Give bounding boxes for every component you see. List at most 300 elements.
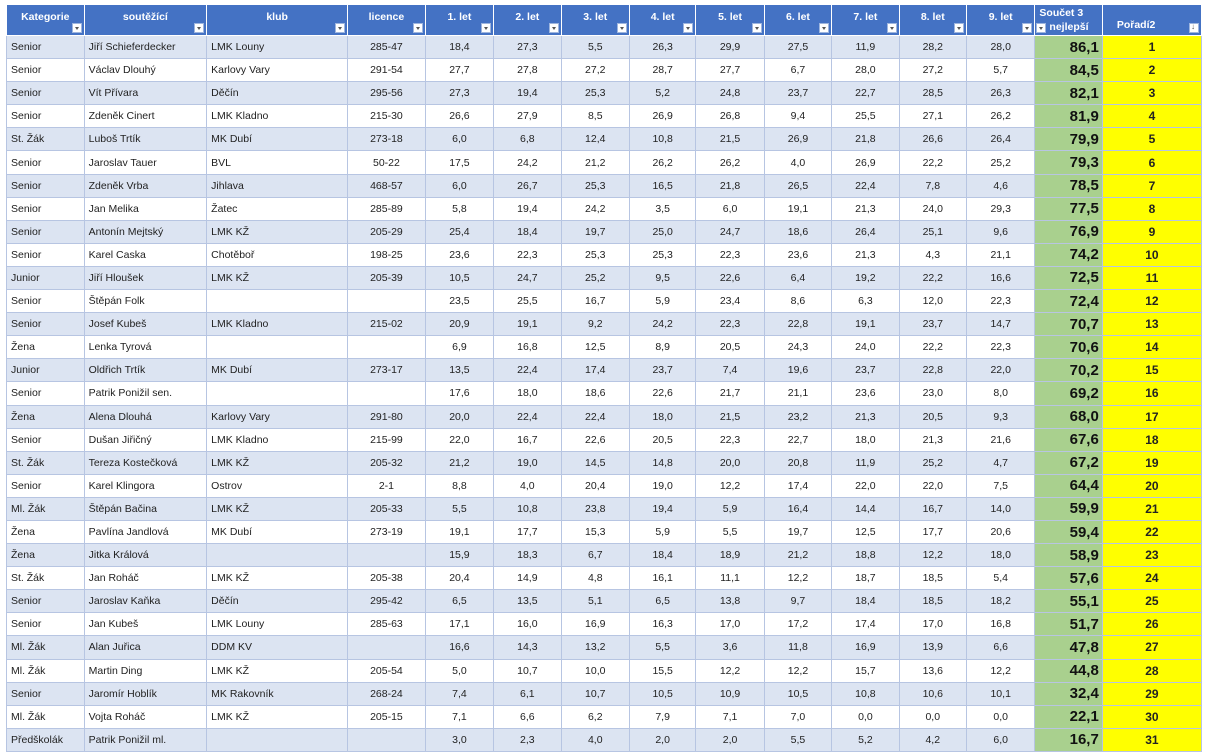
cell-let-9[interactable]: 14,7	[966, 313, 1034, 336]
cell-soutezici[interactable]: Vít Přívara	[84, 82, 207, 105]
cell-let-9[interactable]: 7,5	[966, 474, 1034, 497]
cell-poradi[interactable]: 29	[1102, 682, 1201, 705]
cell-licence[interactable]	[348, 728, 426, 751]
cell-let-7[interactable]: 0,0	[832, 705, 899, 728]
cell-poradi[interactable]: 18	[1102, 428, 1201, 451]
cell-let-1[interactable]: 10,5	[425, 266, 493, 289]
cell-poradi[interactable]: 2	[1102, 59, 1201, 82]
cell-let-6[interactable]: 9,4	[764, 105, 831, 128]
cell-let-8[interactable]: 12,0	[899, 290, 966, 313]
cell-let-7[interactable]: 18,7	[832, 567, 899, 590]
cell-let-2[interactable]: 19,1	[494, 313, 561, 336]
cell-soutezici[interactable]: Jaromír Hoblík	[84, 682, 207, 705]
cell-klub[interactable]	[207, 544, 348, 567]
cell-soucet[interactable]: 55,1	[1035, 590, 1102, 613]
cell-poradi[interactable]: 10	[1102, 243, 1201, 266]
cell-let-3[interactable]: 25,3	[561, 243, 629, 266]
cell-let-4[interactable]: 26,9	[629, 105, 695, 128]
cell-klub[interactable]: Karlovy Vary	[207, 405, 348, 428]
cell-kategorie[interactable]: Senior	[7, 474, 85, 497]
cell-klub[interactable]: MK Dubí	[207, 359, 348, 382]
cell-soucet[interactable]: 81,9	[1035, 105, 1102, 128]
cell-soucet[interactable]: 79,9	[1035, 128, 1102, 151]
cell-let-5[interactable]: 20,0	[696, 451, 764, 474]
cell-licence[interactable]: 295-56	[348, 82, 426, 105]
cell-let-5[interactable]: 21,8	[696, 174, 764, 197]
cell-let-9[interactable]: 21,6	[966, 428, 1034, 451]
cell-let-9[interactable]: 22,3	[966, 290, 1034, 313]
cell-klub[interactable]	[207, 728, 348, 751]
cell-let-2[interactable]: 13,5	[494, 590, 561, 613]
cell-let-8[interactable]: 4,2	[899, 728, 966, 751]
cell-let-9[interactable]: 26,3	[966, 82, 1034, 105]
cell-let-1[interactable]: 25,4	[425, 220, 493, 243]
cell-let-8[interactable]: 28,5	[899, 82, 966, 105]
cell-poradi[interactable]: 3	[1102, 82, 1201, 105]
cell-kategorie[interactable]: Žena	[7, 544, 85, 567]
cell-kategorie[interactable]: Ml. Žák	[7, 705, 85, 728]
cell-soutezici[interactable]: Karel Caska	[84, 243, 207, 266]
cell-soucet[interactable]: 70,2	[1035, 359, 1102, 382]
cell-soutezici[interactable]: Štěpán Bačina	[84, 497, 207, 520]
cell-soutezici[interactable]: Václav Dlouhý	[84, 59, 207, 82]
cell-let-8[interactable]: 22,0	[899, 474, 966, 497]
cell-let-7[interactable]: 11,9	[832, 36, 899, 59]
cell-licence[interactable]: 50-22	[348, 151, 426, 174]
cell-poradi[interactable]: 27	[1102, 636, 1201, 659]
cell-poradi[interactable]: 11	[1102, 266, 1201, 289]
cell-let-1[interactable]: 20,4	[425, 567, 493, 590]
cell-let-2[interactable]: 27,9	[494, 105, 561, 128]
cell-let-3[interactable]: 25,3	[561, 82, 629, 105]
cell-soutezici[interactable]: Jan Kubeš	[84, 613, 207, 636]
cell-licence[interactable]: 215-30	[348, 105, 426, 128]
cell-let-1[interactable]: 5,8	[425, 197, 493, 220]
cell-let-1[interactable]: 23,6	[425, 243, 493, 266]
cell-kategorie[interactable]: Senior	[7, 220, 85, 243]
cell-licence[interactable]: 215-02	[348, 313, 426, 336]
cell-let-8[interactable]: 22,2	[899, 336, 966, 359]
cell-let-2[interactable]: 10,7	[494, 659, 561, 682]
cell-kategorie[interactable]: Senior	[7, 428, 85, 451]
cell-poradi[interactable]: 8	[1102, 197, 1201, 220]
cell-let-3[interactable]: 16,9	[561, 613, 629, 636]
cell-let-3[interactable]: 5,5	[561, 36, 629, 59]
cell-let-7[interactable]: 18,4	[832, 590, 899, 613]
cell-let-4[interactable]: 16,5	[629, 174, 695, 197]
cell-let-7[interactable]: 26,4	[832, 220, 899, 243]
cell-let-6[interactable]: 19,1	[764, 197, 831, 220]
cell-let-8[interactable]: 7,8	[899, 174, 966, 197]
cell-let-7[interactable]: 21,3	[832, 197, 899, 220]
cell-let-4[interactable]: 9,5	[629, 266, 695, 289]
cell-let-1[interactable]: 19,1	[425, 520, 493, 543]
cell-let-8[interactable]: 17,7	[899, 520, 966, 543]
cell-let-8[interactable]: 10,6	[899, 682, 966, 705]
cell-let-9[interactable]: 6,0	[966, 728, 1034, 751]
cell-soutezici[interactable]: Štěpán Folk	[84, 290, 207, 313]
cell-let-8[interactable]: 18,5	[899, 590, 966, 613]
cell-let-3[interactable]: 23,8	[561, 497, 629, 520]
cell-licence[interactable]: 468-57	[348, 174, 426, 197]
cell-let-9[interactable]: 0,0	[966, 705, 1034, 728]
cell-kategorie[interactable]: Senior	[7, 682, 85, 705]
cell-let-9[interactable]: 25,2	[966, 151, 1034, 174]
cell-soucet[interactable]: 84,5	[1035, 59, 1102, 82]
cell-let-1[interactable]: 21,2	[425, 451, 493, 474]
cell-soucet[interactable]: 70,6	[1035, 336, 1102, 359]
cell-let-3[interactable]: 6,2	[561, 705, 629, 728]
cell-soucet[interactable]: 77,5	[1035, 197, 1102, 220]
cell-let-6[interactable]: 6,4	[764, 266, 831, 289]
cell-let-1[interactable]: 17,6	[425, 382, 493, 405]
cell-let-5[interactable]: 3,6	[696, 636, 764, 659]
cell-let-9[interactable]: 22,0	[966, 359, 1034, 382]
cell-soutezici[interactable]: Pavlína Jandlová	[84, 520, 207, 543]
cell-let-4[interactable]: 26,3	[629, 36, 695, 59]
cell-let-8[interactable]: 25,2	[899, 451, 966, 474]
cell-soutezici[interactable]: Zdeněk Cinert	[84, 105, 207, 128]
cell-let-4[interactable]: 24,2	[629, 313, 695, 336]
cell-let-9[interactable]: 20,6	[966, 520, 1034, 543]
cell-let-3[interactable]: 8,5	[561, 105, 629, 128]
cell-let-5[interactable]: 22,6	[696, 266, 764, 289]
cell-let-8[interactable]: 0,0	[899, 705, 966, 728]
filter-dropdown-icon[interactable]	[819, 23, 829, 33]
cell-let-3[interactable]: 25,3	[561, 174, 629, 197]
cell-let-7[interactable]: 24,0	[832, 336, 899, 359]
cell-let-5[interactable]: 22,3	[696, 313, 764, 336]
cell-let-9[interactable]: 18,2	[966, 590, 1034, 613]
cell-let-3[interactable]: 12,4	[561, 128, 629, 151]
cell-poradi[interactable]: 30	[1102, 705, 1201, 728]
cell-licence[interactable]: 205-39	[348, 266, 426, 289]
cell-let-6[interactable]: 22,7	[764, 428, 831, 451]
cell-let-7[interactable]: 18,0	[832, 428, 899, 451]
cell-let-1[interactable]: 6,0	[425, 128, 493, 151]
cell-let-3[interactable]: 22,6	[561, 428, 629, 451]
cell-let-7[interactable]: 28,0	[832, 59, 899, 82]
cell-let-7[interactable]: 11,9	[832, 451, 899, 474]
cell-licence[interactable]: 285-47	[348, 36, 426, 59]
cell-let-1[interactable]: 16,6	[425, 636, 493, 659]
cell-let-7[interactable]: 14,4	[832, 497, 899, 520]
cell-let-6[interactable]: 8,6	[764, 290, 831, 313]
cell-let-5[interactable]: 23,4	[696, 290, 764, 313]
cell-let-9[interactable]: 4,6	[966, 174, 1034, 197]
cell-let-9[interactable]: 22,3	[966, 336, 1034, 359]
cell-let-5[interactable]: 20,5	[696, 336, 764, 359]
cell-poradi[interactable]: 4	[1102, 105, 1201, 128]
cell-kategorie[interactable]: Předškolák	[7, 728, 85, 751]
cell-klub[interactable]: Děčín	[207, 590, 348, 613]
cell-let-4[interactable]: 3,5	[629, 197, 695, 220]
cell-soucet[interactable]: 67,6	[1035, 428, 1102, 451]
cell-let-2[interactable]: 16,0	[494, 613, 561, 636]
cell-let-1[interactable]: 6,0	[425, 174, 493, 197]
cell-let-8[interactable]: 28,2	[899, 36, 966, 59]
cell-let-4[interactable]: 22,6	[629, 382, 695, 405]
cell-let-6[interactable]: 23,7	[764, 82, 831, 105]
cell-let-4[interactable]: 28,7	[629, 59, 695, 82]
cell-let-8[interactable]: 25,1	[899, 220, 966, 243]
cell-let-2[interactable]: 27,3	[494, 36, 561, 59]
cell-let-4[interactable]: 19,0	[629, 474, 695, 497]
cell-let-4[interactable]: 5,9	[629, 290, 695, 313]
cell-let-2[interactable]: 14,3	[494, 636, 561, 659]
cell-let-8[interactable]: 13,6	[899, 659, 966, 682]
cell-let-5[interactable]: 27,7	[696, 59, 764, 82]
cell-poradi[interactable]: 26	[1102, 613, 1201, 636]
cell-soutezici[interactable]: Vojta Roháč	[84, 705, 207, 728]
cell-kategorie[interactable]: Senior	[7, 197, 85, 220]
cell-let-4[interactable]: 25,3	[629, 243, 695, 266]
cell-let-9[interactable]: 6,6	[966, 636, 1034, 659]
cell-klub[interactable]: LMK KŽ	[207, 705, 348, 728]
cell-let-8[interactable]: 24,0	[899, 197, 966, 220]
cell-let-8[interactable]: 12,2	[899, 544, 966, 567]
cell-soutezici[interactable]: Jan Roháč	[84, 567, 207, 590]
cell-let-2[interactable]: 16,7	[494, 428, 561, 451]
filter-dropdown-icon[interactable]	[683, 23, 693, 33]
cell-licence[interactable]: 268-24	[348, 682, 426, 705]
cell-let-2[interactable]: 22,4	[494, 359, 561, 382]
cell-let-4[interactable]: 18,4	[629, 544, 695, 567]
cell-kategorie[interactable]: Ml. Žák	[7, 659, 85, 682]
cell-licence[interactable]	[348, 382, 426, 405]
cell-let-7[interactable]: 26,9	[832, 151, 899, 174]
cell-let-1[interactable]: 20,9	[425, 313, 493, 336]
cell-let-9[interactable]: 26,4	[966, 128, 1034, 151]
cell-klub[interactable]	[207, 382, 348, 405]
cell-let-3[interactable]: 4,0	[561, 728, 629, 751]
cell-let-1[interactable]: 17,5	[425, 151, 493, 174]
cell-soutezici[interactable]: Antonín Mejtský	[84, 220, 207, 243]
cell-let-6[interactable]: 23,2	[764, 405, 831, 428]
cell-soucet[interactable]: 51,7	[1035, 613, 1102, 636]
cell-soucet[interactable]: 59,9	[1035, 497, 1102, 520]
cell-let-8[interactable]: 23,7	[899, 313, 966, 336]
cell-soutezici[interactable]: Jitka Králová	[84, 544, 207, 567]
cell-soucet[interactable]: 57,6	[1035, 567, 1102, 590]
cell-let-3[interactable]: 25,2	[561, 266, 629, 289]
cell-kategorie[interactable]: Ml. Žák	[7, 497, 85, 520]
cell-let-5[interactable]: 24,8	[696, 82, 764, 105]
cell-let-5[interactable]: 13,8	[696, 590, 764, 613]
cell-let-9[interactable]: 29,3	[966, 197, 1034, 220]
cell-let-9[interactable]: 18,0	[966, 544, 1034, 567]
cell-let-8[interactable]: 21,3	[899, 428, 966, 451]
cell-licence[interactable]	[348, 636, 426, 659]
cell-klub[interactable]: LMK Kladno	[207, 428, 348, 451]
cell-let-6[interactable]: 26,9	[764, 128, 831, 151]
cell-let-6[interactable]: 19,7	[764, 520, 831, 543]
cell-let-4[interactable]: 23,7	[629, 359, 695, 382]
filter-dropdown-icon[interactable]	[481, 23, 491, 33]
cell-let-4[interactable]: 10,8	[629, 128, 695, 151]
cell-let-2[interactable]: 2,3	[494, 728, 561, 751]
cell-poradi[interactable]: 16	[1102, 382, 1201, 405]
cell-kategorie[interactable]: Senior	[7, 313, 85, 336]
cell-soutezici[interactable]: Jaroslav Kaňka	[84, 590, 207, 613]
cell-let-7[interactable]: 18,8	[832, 544, 899, 567]
cell-let-2[interactable]: 27,8	[494, 59, 561, 82]
cell-licence[interactable]: 205-15	[348, 705, 426, 728]
cell-let-3[interactable]: 21,2	[561, 151, 629, 174]
cell-let-5[interactable]: 24,7	[696, 220, 764, 243]
cell-let-6[interactable]: 7,0	[764, 705, 831, 728]
cell-soutezici[interactable]: Jiří Hloušek	[84, 266, 207, 289]
cell-let-5[interactable]: 5,9	[696, 497, 764, 520]
cell-soucet[interactable]: 44,8	[1035, 659, 1102, 682]
cell-let-6[interactable]: 20,8	[764, 451, 831, 474]
cell-let-8[interactable]: 22,2	[899, 266, 966, 289]
cell-let-5[interactable]: 22,3	[696, 428, 764, 451]
cell-let-6[interactable]: 17,2	[764, 613, 831, 636]
cell-let-5[interactable]: 6,0	[696, 197, 764, 220]
cell-let-8[interactable]: 22,2	[899, 151, 966, 174]
cell-licence[interactable]: 295-42	[348, 590, 426, 613]
cell-let-2[interactable]: 10,8	[494, 497, 561, 520]
cell-let-6[interactable]: 6,7	[764, 59, 831, 82]
cell-soucet[interactable]: 74,2	[1035, 243, 1102, 266]
cell-let-8[interactable]: 27,2	[899, 59, 966, 82]
cell-kategorie[interactable]: Senior	[7, 59, 85, 82]
cell-let-2[interactable]: 4,0	[494, 474, 561, 497]
cell-let-6[interactable]: 22,8	[764, 313, 831, 336]
cell-let-2[interactable]: 19,4	[494, 82, 561, 105]
cell-soucet[interactable]: 32,4	[1035, 682, 1102, 705]
cell-let-1[interactable]: 15,9	[425, 544, 493, 567]
filter-dropdown-icon[interactable]	[72, 23, 82, 33]
cell-soutezici[interactable]: Karel Klingora	[84, 474, 207, 497]
cell-let-2[interactable]: 24,7	[494, 266, 561, 289]
cell-poradi[interactable]: 1	[1102, 36, 1201, 59]
cell-let-5[interactable]: 5,5	[696, 520, 764, 543]
cell-soutezici[interactable]: Alan Juřica	[84, 636, 207, 659]
cell-let-2[interactable]: 14,9	[494, 567, 561, 590]
cell-let-6[interactable]: 21,1	[764, 382, 831, 405]
cell-klub[interactable]: LMK KŽ	[207, 220, 348, 243]
cell-let-6[interactable]: 11,8	[764, 636, 831, 659]
cell-let-1[interactable]: 23,5	[425, 290, 493, 313]
cell-poradi[interactable]: 21	[1102, 497, 1201, 520]
cell-let-7[interactable]: 15,7	[832, 659, 899, 682]
cell-let-4[interactable]: 5,9	[629, 520, 695, 543]
cell-klub[interactable]: LMK KŽ	[207, 497, 348, 520]
cell-kategorie[interactable]: Senior	[7, 82, 85, 105]
cell-soutezici[interactable]: Lenka Tyrová	[84, 336, 207, 359]
cell-let-3[interactable]: 22,4	[561, 405, 629, 428]
cell-soutezici[interactable]: Oldřich Trtík	[84, 359, 207, 382]
cell-klub[interactable]: MK Dubí	[207, 520, 348, 543]
cell-let-9[interactable]: 9,3	[966, 405, 1034, 428]
cell-kategorie[interactable]: Žena	[7, 405, 85, 428]
cell-let-3[interactable]: 19,7	[561, 220, 629, 243]
cell-kategorie[interactable]: Senior	[7, 590, 85, 613]
cell-let-1[interactable]: 13,5	[425, 359, 493, 382]
cell-soutezici[interactable]: Luboš Trtík	[84, 128, 207, 151]
cell-klub[interactable]: MK Rakovník	[207, 682, 348, 705]
cell-soucet[interactable]: 16,7	[1035, 728, 1102, 751]
cell-licence[interactable]: 205-32	[348, 451, 426, 474]
cell-let-4[interactable]: 20,5	[629, 428, 695, 451]
cell-let-6[interactable]: 4,0	[764, 151, 831, 174]
cell-klub[interactable]: LMK KŽ	[207, 567, 348, 590]
cell-kategorie[interactable]: Žena	[7, 520, 85, 543]
cell-let-5[interactable]: 21,5	[696, 128, 764, 151]
cell-let-6[interactable]: 5,5	[764, 728, 831, 751]
cell-licence[interactable]	[348, 290, 426, 313]
cell-licence[interactable]: 273-18	[348, 128, 426, 151]
cell-let-9[interactable]: 16,8	[966, 613, 1034, 636]
cell-soucet[interactable]: 64,4	[1035, 474, 1102, 497]
cell-licence[interactable]: 285-63	[348, 613, 426, 636]
cell-poradi[interactable]: 19	[1102, 451, 1201, 474]
cell-let-1[interactable]: 18,4	[425, 36, 493, 59]
cell-let-5[interactable]: 17,0	[696, 613, 764, 636]
cell-let-8[interactable]: 22,8	[899, 359, 966, 382]
cell-let-2[interactable]: 19,4	[494, 197, 561, 220]
cell-let-8[interactable]: 4,3	[899, 243, 966, 266]
filter-dropdown-icon[interactable]	[194, 23, 204, 33]
cell-let-7[interactable]: 10,8	[832, 682, 899, 705]
cell-licence[interactable]: 291-80	[348, 405, 426, 428]
filter-dropdown-icon[interactable]	[413, 23, 423, 33]
cell-kategorie[interactable]: Junior	[7, 359, 85, 382]
cell-soucet[interactable]: 69,2	[1035, 382, 1102, 405]
cell-let-5[interactable]: 12,2	[696, 659, 764, 682]
cell-klub[interactable]: LMK KŽ	[207, 266, 348, 289]
cell-poradi[interactable]: 13	[1102, 313, 1201, 336]
cell-let-7[interactable]: 23,6	[832, 382, 899, 405]
cell-klub[interactable]: Žatec	[207, 197, 348, 220]
cell-let-6[interactable]: 27,5	[764, 36, 831, 59]
cell-let-9[interactable]: 16,6	[966, 266, 1034, 289]
cell-let-5[interactable]: 21,5	[696, 405, 764, 428]
cell-let-5[interactable]: 21,7	[696, 382, 764, 405]
cell-soucet[interactable]: 79,3	[1035, 151, 1102, 174]
cell-soutezici[interactable]: Alena Dlouhá	[84, 405, 207, 428]
cell-let-5[interactable]: 26,2	[696, 151, 764, 174]
cell-let-8[interactable]: 20,5	[899, 405, 966, 428]
cell-soutezici[interactable]: Martin Ding	[84, 659, 207, 682]
cell-poradi[interactable]: 22	[1102, 520, 1201, 543]
cell-let-7[interactable]: 23,7	[832, 359, 899, 382]
cell-let-2[interactable]: 17,7	[494, 520, 561, 543]
cell-let-4[interactable]: 6,5	[629, 590, 695, 613]
cell-poradi[interactable]: 28	[1102, 659, 1201, 682]
cell-let-3[interactable]: 10,0	[561, 659, 629, 682]
cell-soucet[interactable]: 82,1	[1035, 82, 1102, 105]
cell-poradi[interactable]: 5	[1102, 128, 1201, 151]
cell-let-4[interactable]: 26,2	[629, 151, 695, 174]
cell-let-1[interactable]: 5,0	[425, 659, 493, 682]
cell-let-3[interactable]: 14,5	[561, 451, 629, 474]
cell-klub[interactable]: LMK KŽ	[207, 659, 348, 682]
cell-let-9[interactable]: 9,6	[966, 220, 1034, 243]
cell-kategorie[interactable]: Senior	[7, 151, 85, 174]
cell-soucet[interactable]: 47,8	[1035, 636, 1102, 659]
cell-let-5[interactable]: 18,9	[696, 544, 764, 567]
cell-licence[interactable]: 205-33	[348, 497, 426, 520]
cell-soutezici[interactable]: Dušan Jiřičný	[84, 428, 207, 451]
cell-let-3[interactable]: 27,2	[561, 59, 629, 82]
cell-soucet[interactable]: 70,7	[1035, 313, 1102, 336]
cell-poradi[interactable]: 23	[1102, 544, 1201, 567]
cell-soucet[interactable]: 68,0	[1035, 405, 1102, 428]
cell-kategorie[interactable]: St. Žák	[7, 128, 85, 151]
